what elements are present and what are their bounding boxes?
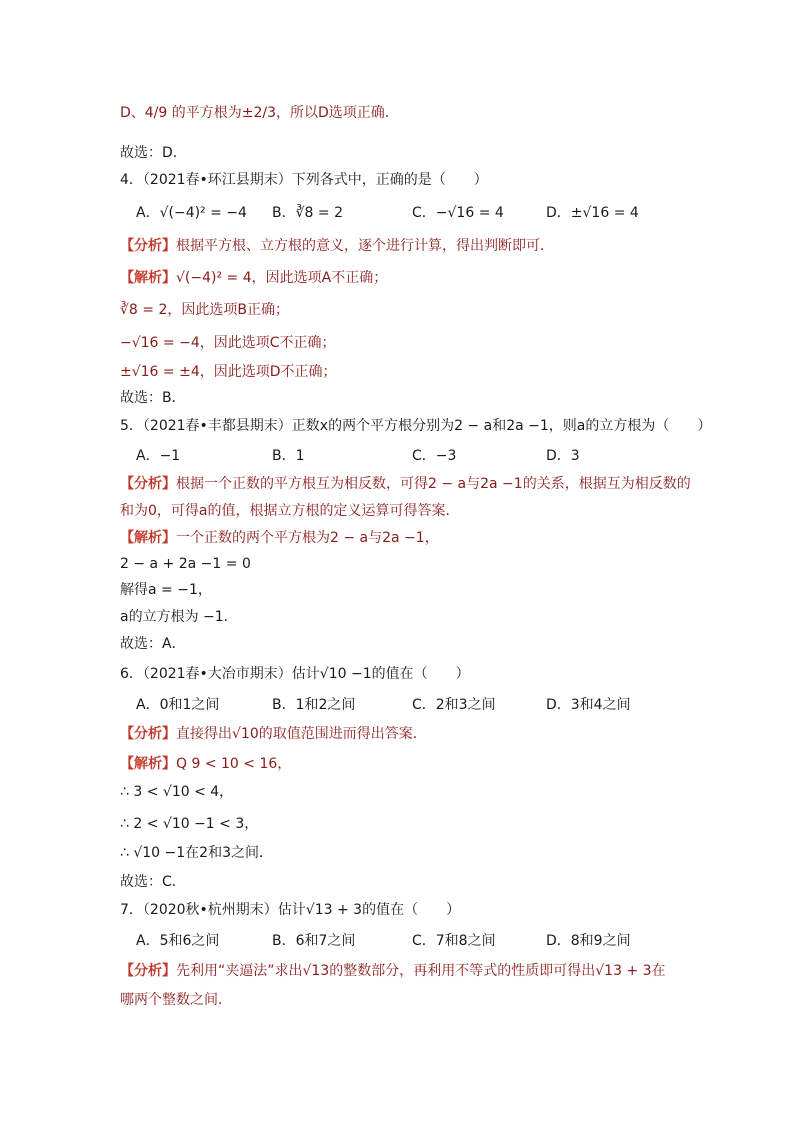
q7-option-a: A．5和6之间 [136, 933, 220, 949]
q4-answer: 故选：B． [120, 390, 186, 406]
solution-tag: 【解析】 [120, 270, 176, 286]
analysis-tag: 【分析】 [120, 476, 176, 492]
q5-solution-4: a的立方根为 −1． [120, 609, 238, 625]
analysis-tag: 【分析】 [120, 726, 176, 742]
q4-solution-1-text: √(−4)² = 4，因此选项A不正确； [176, 270, 388, 286]
analysis-tag: 【分析】 [120, 238, 176, 254]
q4-solution-4: ±√16 = ±4，因此选项D不正确； [120, 364, 337, 380]
q4-option-c: C．−√16 = 4 [412, 205, 504, 221]
q7-option-c: C．7和8之间 [412, 933, 496, 949]
solution-tag: 【解析】 [120, 756, 176, 772]
q5-option-d: D．3 [546, 448, 580, 464]
q6-solution-2: ∴ 3 < √10 < 4， [120, 784, 234, 800]
q5-answer: 故选：A． [120, 636, 186, 652]
q4-solution-3: −√16 = −4，因此选项C不正确； [120, 335, 336, 351]
q6-option-d: D．3和4之间 [546, 697, 631, 713]
q5-option-a: A．−1 [136, 448, 181, 464]
q6-option-b: B．1和2之间 [272, 697, 356, 713]
q6-option-c: C．2和3之间 [412, 697, 496, 713]
q5-analysis-2: 和为0，可得a的值，根据立方根的定义运算可得答案． [120, 503, 460, 519]
q7-analysis-text-1: 先利用“夹逼法”求出√13的整数部分，再利用不等式的性质即可得出√13 + 3在 [176, 963, 666, 979]
q5-solution-2: 2 − a + 2a −1 = 0 [120, 556, 251, 572]
q5-option-b: B．1 [272, 448, 305, 464]
q4-solution-2: ∛8 = 2，因此选项B正确； [120, 302, 289, 318]
q5-solution-1 [120, 528, 439, 548]
question-6: 6．（2021春•大冶市期末）估计√10 −1的值在（ ） [120, 666, 470, 682]
question-5: 5．（2021春•丰都县期末）正数x的两个平方根分别为2 − a和2a −1，则a的立方根为（ ） [120, 418, 712, 434]
q5-analysis-1 [120, 474, 691, 494]
prev-answer: 故选：D． [120, 145, 187, 161]
q7-analysis-1 [120, 961, 666, 981]
q6-solution-1-text: Q 9 < 10 < 16， [176, 756, 292, 772]
q6-answer: 故选：C． [120, 874, 186, 890]
q6-solution-4: ∴ √10 −1在2和3之间． [120, 845, 273, 861]
q5-analysis-text-1: 根据一个正数的平方根互为相反数，可得2 − a与2a −1的关系，根据互为相反数的 [176, 476, 691, 492]
q5-solution-3: 解得a = −1， [120, 582, 212, 598]
analysis-tag: 【分析】 [120, 963, 176, 979]
prev-solution-line: D、4/9 的平方根为±2/3，所以D选项正确． [120, 105, 399, 121]
q5-solution-1-text: 一个正数的两个平方根为2 − a与2a −1， [176, 530, 439, 546]
q6-option-a: A．0和1之间 [136, 697, 220, 713]
solution-tag: 【解析】 [120, 530, 176, 546]
question-7: 7．（2020秋•杭州期末）估计√13 + 3的值在（ ） [120, 902, 461, 918]
q4-option-a: A．√(−4)² = −4 [136, 205, 247, 221]
q4-analysis-text: 根据平方根、立方根的意义，逐个进行计算，得出判断即可． [176, 238, 554, 254]
question-4: 4．（2021春•环江县期末）下列各式中，正确的是（ ） [120, 172, 488, 188]
q7-analysis-2: 哪两个整数之间． [120, 992, 232, 1008]
q6-analysis-text: 直接得出√10的取值范围进而得出答案． [176, 726, 427, 742]
q4-solution-1 [120, 268, 387, 288]
q4-option-d: D．±√16 = 4 [546, 205, 639, 221]
q6-analysis [120, 724, 427, 744]
q4-analysis [120, 236, 554, 256]
q5-option-c: C．−3 [412, 448, 457, 464]
q7-option-d: D．8和9之间 [546, 933, 631, 949]
q6-solution-1 [120, 754, 291, 774]
q7-option-b: B．6和7之间 [272, 933, 356, 949]
q4-option-b: B．∛8 = 2 [272, 205, 343, 221]
q6-solution-3: ∴ 2 < √10 −1 < 3， [120, 816, 259, 832]
